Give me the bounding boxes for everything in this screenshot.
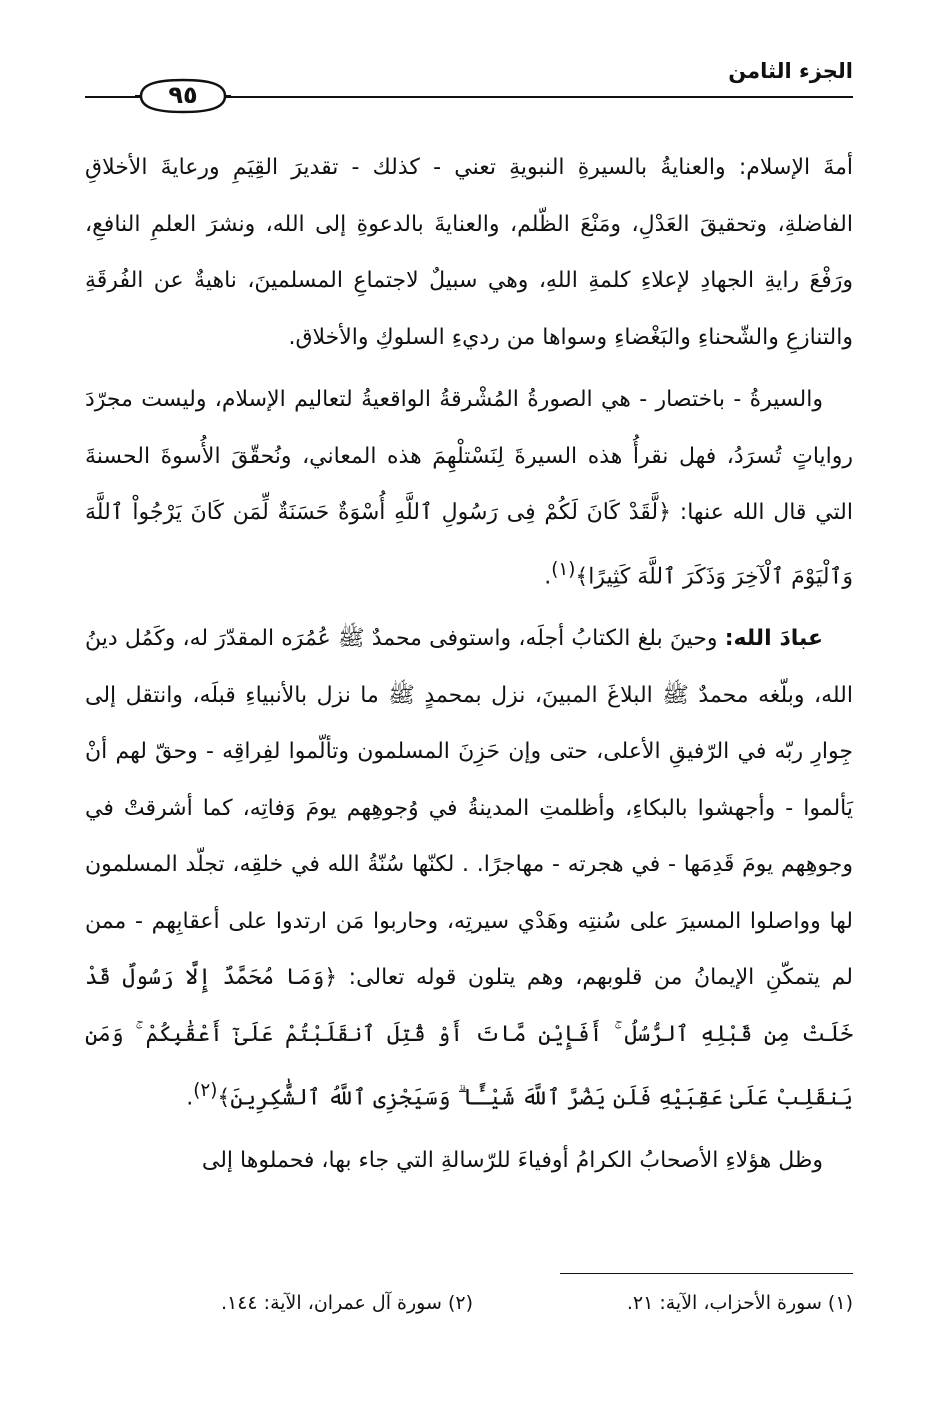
footnotes — [85, 1292, 853, 1322]
quran-verse: ﴿وَمَا مُحَمَّدٌ إِلَّا رَسُولٌ قَدْ خَلَتْ مِن قَبْلِهِ ٱلرُّسُلُ ۚ أَفَإِيْن مَّاتَ أَوْ قُتِلَ ٱنقَلَبْتُمْ عَلَىٰٓ أَعْقَٰبِكُمْ ۚ وَمَن يَنقَلِبْ عَلَىٰ عَقِبَيْهِ فَلَن يَضُرَّ ٱللَّهَ شَيْـًٔا ۗ وَسَيَجْزِى ٱللَّهُ ٱلشَّٰكِرِينَ﴾ — [85, 965, 853, 1111]
paragraph-text: . — [186, 1085, 194, 1111]
paragraph-text: وظل هؤلاءِ الأصحابُ الكرامُ أوفياءَ للرّسالةِ التي جاء بها، فحملوها إلى — [201, 1148, 823, 1174]
quran-verse: ﴿لَّقَدْ كَانَ لَكُمْ فِى رَسُولِ ٱللَّهِ أُسْوَةٌ حَسَنَةٌ لِّمَن كَانَ يَرْجُواْ ٱللَّهَ وَٱلْيَوْمَ ٱلْآخِرَ وَذَكَرَ ٱللَّهَ كَثِيرًا﴾ — [85, 500, 853, 589]
footnote-marker[interactable]: (٢) — [193, 1080, 218, 1102]
part-title: الجزء الثامن — [728, 59, 853, 83]
paragraph-2 — [85, 372, 853, 605]
main-text — [85, 140, 853, 1196]
paragraph-text: أمةَ الإسلام: والعنايةُ بالسيرةِ النبويةِ تعني - كذلك - تقديرَ القِيَمِ ورعايةَ الأخلاقِ الفاضلةِ، وتحقيقَ العَدْلِ، ومَنْعَ الظّلم، والعنايةَ بالدعوةِ إلى الله، ونشرَ العلمِ النافعِ، ورَفْعَ رايةِ الجهادِ لإعلاءِ كلمةِ اللهِ، وهي سبيلٌ لاجتماعِ المسلمينَ، ناهيةٌ عن الفُرقَةِ والتنازعِ والشّحناءِ والبَغْضاءِ وسواها من رديءِ السلوكِ والأخلاق. — [85, 155, 853, 350]
paragraph-1 — [85, 140, 853, 366]
paragraph-text: . — [544, 563, 552, 589]
paragraph-4 — [85, 1133, 853, 1190]
page-number: ٩٥ — [168, 81, 198, 109]
footnote-1: (١) سورة الأحزاب، الآية: ٢١. — [626, 1292, 853, 1314]
page-header — [85, 55, 853, 115]
footnote-marker[interactable]: (١) — [551, 558, 576, 580]
paragraph-text: وحينَ بلغ الكتابُ أجلَه، واستوفى محمدٌ ﷺ عُمُرَه المقدّرَ له، وكَمُل دينُ الله، وبلّغه محمدٌ ﷺ البلاغَ المبينَ، نزل بمحمدٍ ﷺ ما نزل بالأنبياءِ قبلَه، وانتقل إلى جِوارِ ربّه في الرّفيقِ الأعلى، حتى وإن حَزِنَ المسلمون وتألّموا لفِراقِه - وحقّ لهم أنْ يَألموا - وأجهشوا بالبكاءِ، وأظلمتِ المدينةُ في وُجوهِهم يومَ وَفاتِه، كما أشرقتْ في وجوهِهم يومَ قَدِمَها - في هجرته - مهاجرًا. . لكنّها سُنّةُ الله في خلقِه، تجلّد المسلمون لها وواصلوا المسيرَ على سُنتِه وهَدْي سيرتِه، وحاربوا مَن ارتدوا على أعقابِهم - ممن لم يتمكّنِ الإيمانُ من قلوبهم، وهم يتلون قوله تعالى: — [85, 626, 853, 991]
page-number-frame — [135, 78, 231, 114]
paragraph-3 — [85, 611, 853, 1127]
paragraph-lead: عبادَ الله: — [724, 626, 824, 652]
footnote-rule — [560, 1273, 853, 1274]
footnote-2: (٢) سورة آل عمران، الآية: ١٤٤. — [220, 1292, 473, 1314]
paragraph-text: والسيرةُ - باختصار - هي الصورةُ المُشْرقةُ الواقعيةُ لتعاليم الإسلام، وليست مجرّدَ رواياتٍ تُسرَدُ، فهل نقرأُ هذه السيرةَ لِنَسْتلْهِمَ هذه المعاني، ونُحقّقَ الأُسوةَ الحسنةَ التي قال الله عنها: — [85, 387, 853, 525]
